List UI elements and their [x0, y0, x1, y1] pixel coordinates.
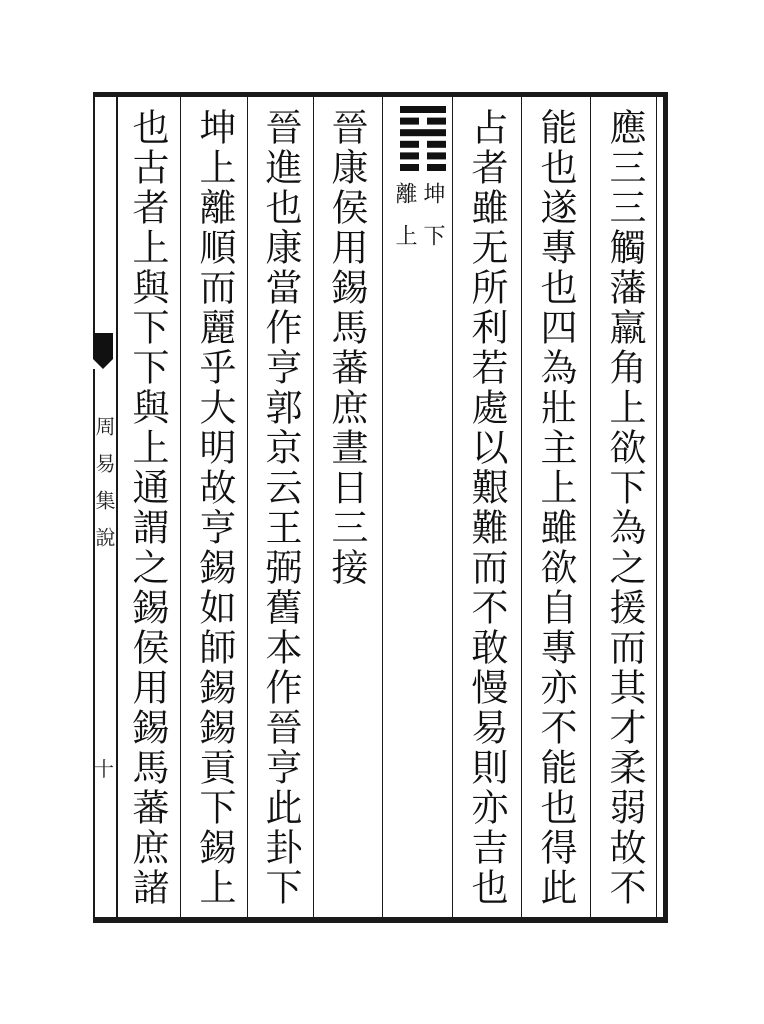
column-rule	[590, 97, 591, 917]
text-column-2: 能也遂專也四為壯主上雖欲自專亦不能也得此	[534, 108, 577, 908]
hexagram-broken-line-segment	[400, 141, 419, 148]
column-rule	[247, 97, 248, 917]
upper-trigram-note: 離上	[392, 182, 417, 266]
hexagram-broken-line-segment	[400, 164, 419, 171]
hexagram-broken-line-segment	[400, 118, 419, 125]
fishtail-notch	[93, 359, 113, 369]
hexagram-broken-line-segment	[427, 152, 446, 159]
bottom-border	[93, 917, 668, 923]
column-rule	[521, 97, 522, 917]
hexagram-broken-line-segment	[427, 118, 446, 125]
hexagram-broken-line-segment	[427, 164, 446, 171]
text-column-5: 晉進也康當作亨郭京云王弼舊本作晉亨此卦下	[259, 108, 302, 908]
text-column-7: 也古者上與下下與上通謂之錫侯用錫馬蕃庶諸	[126, 108, 169, 908]
hexagram-solid-line	[400, 129, 446, 136]
right-inner-border	[656, 97, 657, 917]
text-column-1: 應三三觸藩羸角上欲下為之援而其才柔弱故不	[603, 108, 646, 908]
margin-page-number: 十	[94, 757, 114, 781]
fishtail-mark	[93, 333, 113, 369]
column-rule	[452, 97, 453, 917]
hexagram-broken-line-segment	[400, 152, 419, 159]
column-rule	[313, 97, 314, 917]
column-rule	[116, 97, 118, 917]
lower-trigram-note: 坤下	[420, 182, 445, 266]
text-column-4: 晉康侯用錫馬蕃庶晝日三接	[325, 108, 368, 588]
hexagram-symbol	[398, 104, 448, 174]
text-column-6: 坤上離順而麗乎大明故亨錫如師錫錫貢下錫上	[193, 108, 236, 908]
text-column-3: 占者雖无所利若處以艱難而不敢慢易則亦吉也	[465, 108, 508, 908]
right-outer-border	[663, 92, 668, 923]
margin-book-title: 周易集說	[92, 416, 116, 564]
column-rule	[382, 97, 383, 917]
column-rule	[180, 97, 181, 917]
hexagram-broken-line-segment	[427, 141, 446, 148]
hexagram-solid-line	[400, 106, 446, 113]
